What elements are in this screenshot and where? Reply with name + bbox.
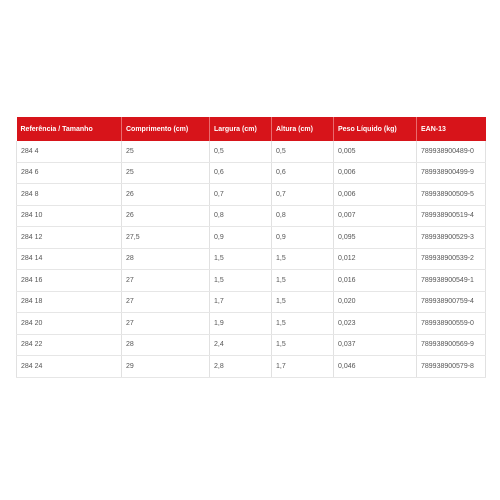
cell-ean13: 789938900519-4 xyxy=(417,205,486,227)
header-ean13: EAN-13 xyxy=(417,117,486,141)
table-row xyxy=(17,313,486,335)
header-row xyxy=(17,117,486,141)
cell-height: 0,9 xyxy=(272,227,334,249)
table-row xyxy=(17,162,486,184)
cell-width: 0,8 xyxy=(210,205,272,227)
cell-width: 0,9 xyxy=(210,227,272,249)
cell-ean13: 789938900549-1 xyxy=(417,270,486,292)
cell-ean13: 789938900759-4 xyxy=(417,291,486,313)
cell-reference: 284 4 xyxy=(17,141,122,162)
cell-net-weight: 0,046 xyxy=(334,356,417,378)
cell-reference: 284 18 xyxy=(17,291,122,313)
cell-height: 0,5 xyxy=(272,141,334,162)
cell-height: 1,5 xyxy=(272,313,334,335)
cell-height: 0,8 xyxy=(272,205,334,227)
header-reference-size: Referência / Tamanho xyxy=(17,117,122,141)
cell-width: 2,8 xyxy=(210,356,272,378)
cell-net-weight: 0,037 xyxy=(334,334,417,356)
cell-height: 0,7 xyxy=(272,184,334,206)
table-row xyxy=(17,270,486,292)
cell-reference: 284 24 xyxy=(17,356,122,378)
header-net-weight: Peso Líquido (kg) xyxy=(334,117,417,141)
cell-width: 2,4 xyxy=(210,334,272,356)
cell-width: 1,7 xyxy=(210,291,272,313)
cell-net-weight: 0,020 xyxy=(334,291,417,313)
cell-length: 26 xyxy=(122,184,210,206)
cell-reference: 284 20 xyxy=(17,313,122,335)
cell-reference: 284 14 xyxy=(17,248,122,270)
table-row xyxy=(17,334,486,356)
product-spec-table xyxy=(16,117,486,378)
cell-net-weight: 0,006 xyxy=(334,162,417,184)
cell-length: 27 xyxy=(122,313,210,335)
cell-net-weight: 0,006 xyxy=(334,184,417,206)
cell-height: 1,7 xyxy=(272,356,334,378)
cell-length: 28 xyxy=(122,248,210,270)
cell-ean13: 789938900509-5 xyxy=(417,184,486,206)
header-height: Altura (cm) xyxy=(272,117,334,141)
cell-net-weight: 0,005 xyxy=(334,141,417,162)
cell-length: 27 xyxy=(122,291,210,313)
header-length: Comprimento (cm) xyxy=(122,117,210,141)
table-row xyxy=(17,356,486,378)
cell-width: 0,7 xyxy=(210,184,272,206)
cell-ean13: 789938900499-9 xyxy=(417,162,486,184)
cell-height: 1,5 xyxy=(272,248,334,270)
cell-width: 0,5 xyxy=(210,141,272,162)
cell-reference: 284 12 xyxy=(17,227,122,249)
cell-length: 25 xyxy=(122,141,210,162)
cell-width: 0,6 xyxy=(210,162,272,184)
cell-height: 1,5 xyxy=(272,270,334,292)
table-body xyxy=(17,141,486,377)
cell-reference: 284 8 xyxy=(17,184,122,206)
cell-reference: 284 10 xyxy=(17,205,122,227)
cell-net-weight: 0,023 xyxy=(334,313,417,335)
cell-length: 26 xyxy=(122,205,210,227)
table-row xyxy=(17,184,486,206)
cell-ean13: 789938900489-0 xyxy=(417,141,486,162)
table-header xyxy=(17,117,486,141)
header-width: Largura (cm) xyxy=(210,117,272,141)
table-row xyxy=(17,205,486,227)
cell-width: 1,9 xyxy=(210,313,272,335)
cell-height: 1,5 xyxy=(272,334,334,356)
cell-net-weight: 0,016 xyxy=(334,270,417,292)
cell-reference: 284 22 xyxy=(17,334,122,356)
cell-ean13: 789938900579-8 xyxy=(417,356,486,378)
cell-length: 27,5 xyxy=(122,227,210,249)
cell-ean13: 789938900569-9 xyxy=(417,334,486,356)
table-row xyxy=(17,141,486,162)
cell-width: 1,5 xyxy=(210,248,272,270)
cell-net-weight: 0,007 xyxy=(334,205,417,227)
cell-net-weight: 0,095 xyxy=(334,227,417,249)
table-row xyxy=(17,227,486,249)
cell-height: 1,5 xyxy=(272,291,334,313)
cell-ean13: 789938900539-2 xyxy=(417,248,486,270)
cell-width: 1,5 xyxy=(210,270,272,292)
cell-ean13: 789938900559-0 xyxy=(417,313,486,335)
cell-net-weight: 0,012 xyxy=(334,248,417,270)
cell-reference: 284 16 xyxy=(17,270,122,292)
cell-length: 25 xyxy=(122,162,210,184)
cell-length: 29 xyxy=(122,356,210,378)
table-row xyxy=(17,291,486,313)
cell-length: 28 xyxy=(122,334,210,356)
cell-ean13: 789938900529-3 xyxy=(417,227,486,249)
cell-length: 27 xyxy=(122,270,210,292)
table-row xyxy=(17,248,486,270)
cell-height: 0,6 xyxy=(272,162,334,184)
cell-reference: 284 6 xyxy=(17,162,122,184)
